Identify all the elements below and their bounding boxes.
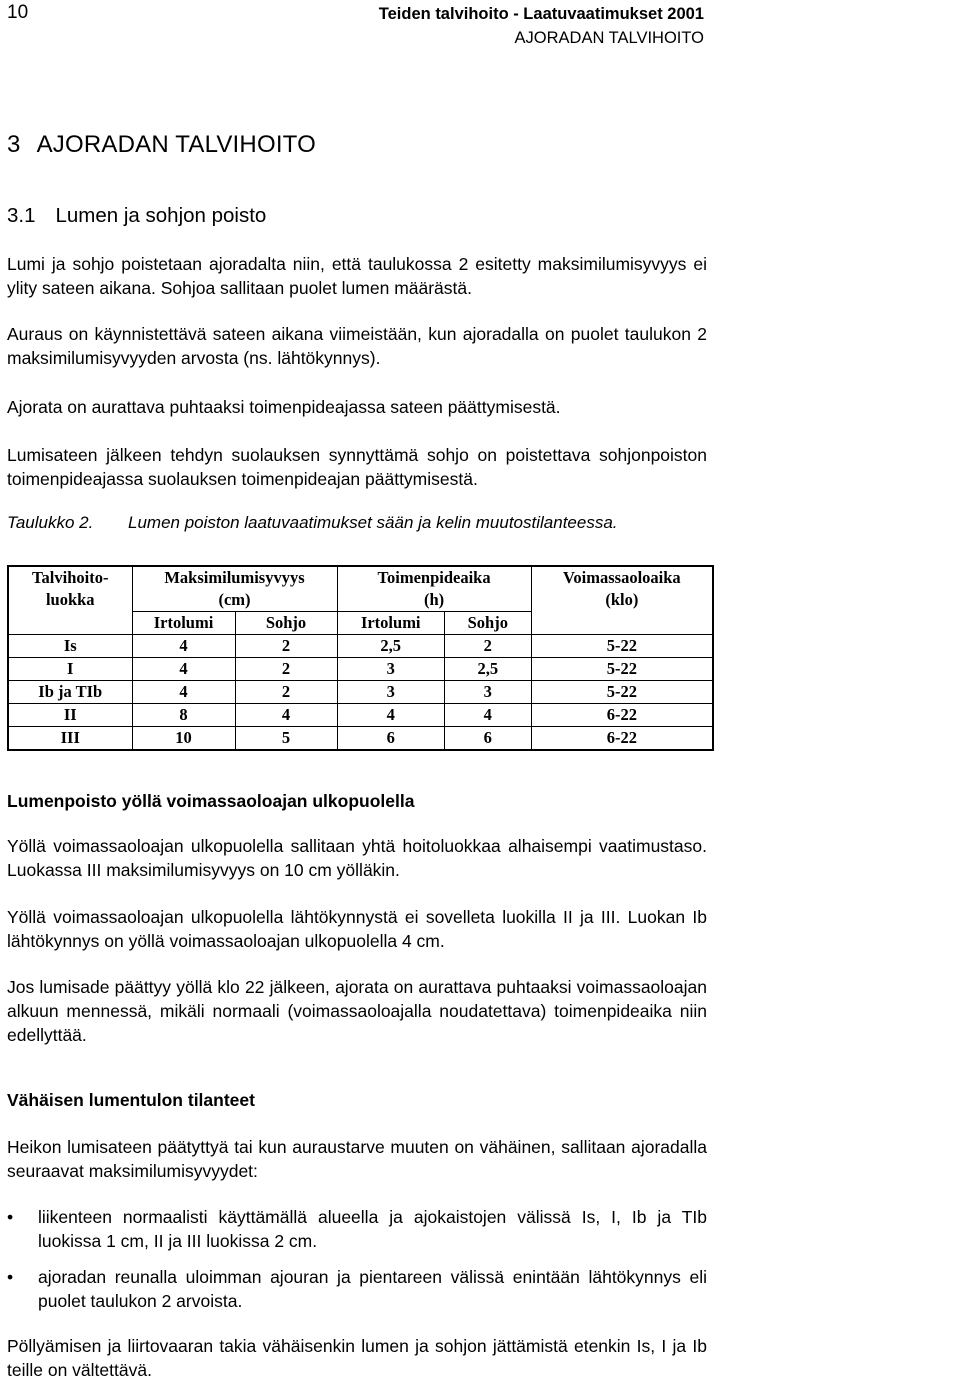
page-number: 10 — [7, 2, 29, 23]
table-row — [8, 635, 713, 658]
table-cell: Is — [63, 636, 77, 655]
subheader-loose-snow: Irtolumi — [337, 612, 444, 635]
list-item — [7, 1265, 707, 1313]
table-cell: 6 — [444, 727, 531, 751]
table-header-row — [8, 566, 713, 612]
table-cell: 10 — [132, 727, 235, 751]
table-cell: 2,5 — [337, 635, 444, 658]
paragraph: Heikon lumisateen päätyttyä tai kun auraustarve muuten on vähäinen, sallitaan ajoradalla seuraavat maksimilumisyvyydet: — [7, 1137, 707, 1181]
table-cell: 2 — [235, 658, 337, 681]
table-cell: 5-22 — [531, 681, 713, 704]
table-cell: 4 — [132, 658, 235, 681]
paragraph: Yöllä voimassaoloajan ulkopuolella sallitaan yhtä hoitoluokkaa alhaisempi vaatimustaso. Luokassa III maksimilumisyvyys on 10 cm yölläkin. — [7, 836, 707, 880]
table-cell: 8 — [132, 704, 235, 727]
bullet-icon: • — [7, 1207, 14, 1227]
table-row — [8, 681, 713, 704]
table-cell: 3 — [337, 681, 444, 704]
section-title: Lumen ja sohjon poisto — [55, 204, 267, 227]
table-cell: 5 — [235, 727, 337, 751]
table-cell: Ib ja TIb — [38, 682, 103, 701]
paragraph: Pöllyämisen ja liirtovaaran takia vähäisenkin lumen ja sohjon jättämistä etenkin Is, I ja Ib teille on vältettävä. — [7, 1336, 707, 1380]
table-caption — [7, 513, 618, 533]
table-caption-label: Taulukko 2. — [7, 513, 94, 532]
subheader-slush: Sohjo — [444, 612, 531, 635]
subsection-heading: Lumenpoisto yöllä voimassaoloajan ulkopuolella — [7, 791, 415, 811]
table-row — [8, 727, 713, 751]
bullet-icon: • — [7, 1267, 14, 1287]
list-item-text: ajoradan reunalla uloimman ajouran ja pientareen välissä enintään lähtökynnys eli puolet taulukon 2 arvoista. — [38, 1267, 707, 1311]
list-item — [7, 1205, 707, 1253]
chapter-title: AJORADAN TALVIHOITO — [36, 131, 316, 158]
subheader-slush: Sohjo — [235, 612, 337, 635]
table-cell: 3 — [444, 681, 531, 704]
table-caption-text: Lumen poiston laatuvaatimukset sään ja kelin muutostilanteessa. — [128, 513, 618, 532]
header-class: Talvihoito-luokka — [32, 568, 109, 609]
table-cell: 4 — [132, 635, 235, 658]
subheader-loose-snow: Irtolumi — [132, 612, 235, 635]
subsection-heading: Vähäisen lumentulon tilanteet — [7, 1090, 255, 1110]
header-validity-time: Voimassaoloaika (klo) — [531, 566, 713, 635]
table-row — [8, 658, 713, 681]
table-cell: 5-22 — [531, 635, 713, 658]
table-cell: 2,5 — [444, 658, 531, 681]
table-cell: 2 — [235, 635, 337, 658]
table-cell: III — [60, 728, 80, 747]
paragraph: Auraus on käynnistettävä sateen aikana viimeistään, kun ajoradalla on puolet taulukon 2 maksimilumisyvyyden arvosta (ns. lähtökynnys). — [7, 324, 707, 368]
table-cell: 5-22 — [531, 658, 713, 681]
table-cell: I — [67, 659, 74, 678]
table-cell: 6-22 — [531, 727, 713, 751]
table-cell: 2 — [235, 681, 337, 704]
table-cell: 3 — [337, 658, 444, 681]
paragraph: Yöllä voimassaoloajan ulkopuolella lähtökynnystä ei sovelleta luokilla II ja III. Luokan Ib lähtökynnys on yöllä voimassaoloajan ulkopuolella 4 cm. — [7, 907, 707, 951]
paragraph: Lumi ja sohjo poistetaan ajoradalta niin, että taulukossa 2 esitetty maksimilumisyvyys ei ylity sateen aikana. Sohjoa sallitaan puolet lumen määrästä. — [7, 254, 707, 298]
table-cell: II — [63, 705, 77, 724]
table-cell: 6-22 — [531, 704, 713, 727]
section-number: 3.1 — [7, 204, 36, 227]
table-cell: 4 — [132, 681, 235, 704]
list-item-text: liikenteen normaalisti käyttämällä alueella ja ajokaistojen välissä Is, I, Ib ja TIb luokissa 1 cm, II ja III luokissa 2 cm. — [38, 1207, 707, 1251]
table-cell: 4 — [235, 704, 337, 727]
bullet-list — [7, 1205, 707, 1325]
running-header — [379, 2, 704, 50]
paragraph: Ajorata on aurattava puhtaaksi toimenpideajassa sateen päättymisestä. — [7, 397, 561, 417]
table-row — [8, 704, 713, 727]
table-cell: 2 — [444, 635, 531, 658]
chapter-heading — [7, 131, 316, 159]
header-max-depth: Maksimilumisyvyys (cm) — [132, 566, 337, 612]
running-header-title: Teiden talvihoito - Laatuvaatimukset 2001 — [378, 5, 704, 23]
table-cell: 4 — [337, 704, 444, 727]
section-heading — [7, 204, 266, 228]
quality-requirements-table — [7, 565, 714, 751]
table-cell: 6 — [337, 727, 444, 751]
running-header-section: AJORADAN TALVIHOITO — [514, 29, 704, 47]
header-action-time: Toimenpideaika (h) — [337, 566, 531, 612]
paragraph: Jos lumisade päättyy yöllä klo 22 jälkeen, ajorata on aurattava puhtaaksi voimassaoloajan alkuun mennessä, mikäli normaali (voimassaoloajalla noudatettava) toimenpideaika niin edellyttää. — [7, 977, 707, 1045]
table-cell: 4 — [444, 704, 531, 727]
chapter-number: 3 — [7, 131, 21, 158]
paragraph: Lumisateen jälkeen tehdyn suolauksen synnyttämä sohjo on poistettava sohjonpoiston toimenpideajassa suolauksen toimenpideajan päättymisestä. — [7, 445, 707, 489]
